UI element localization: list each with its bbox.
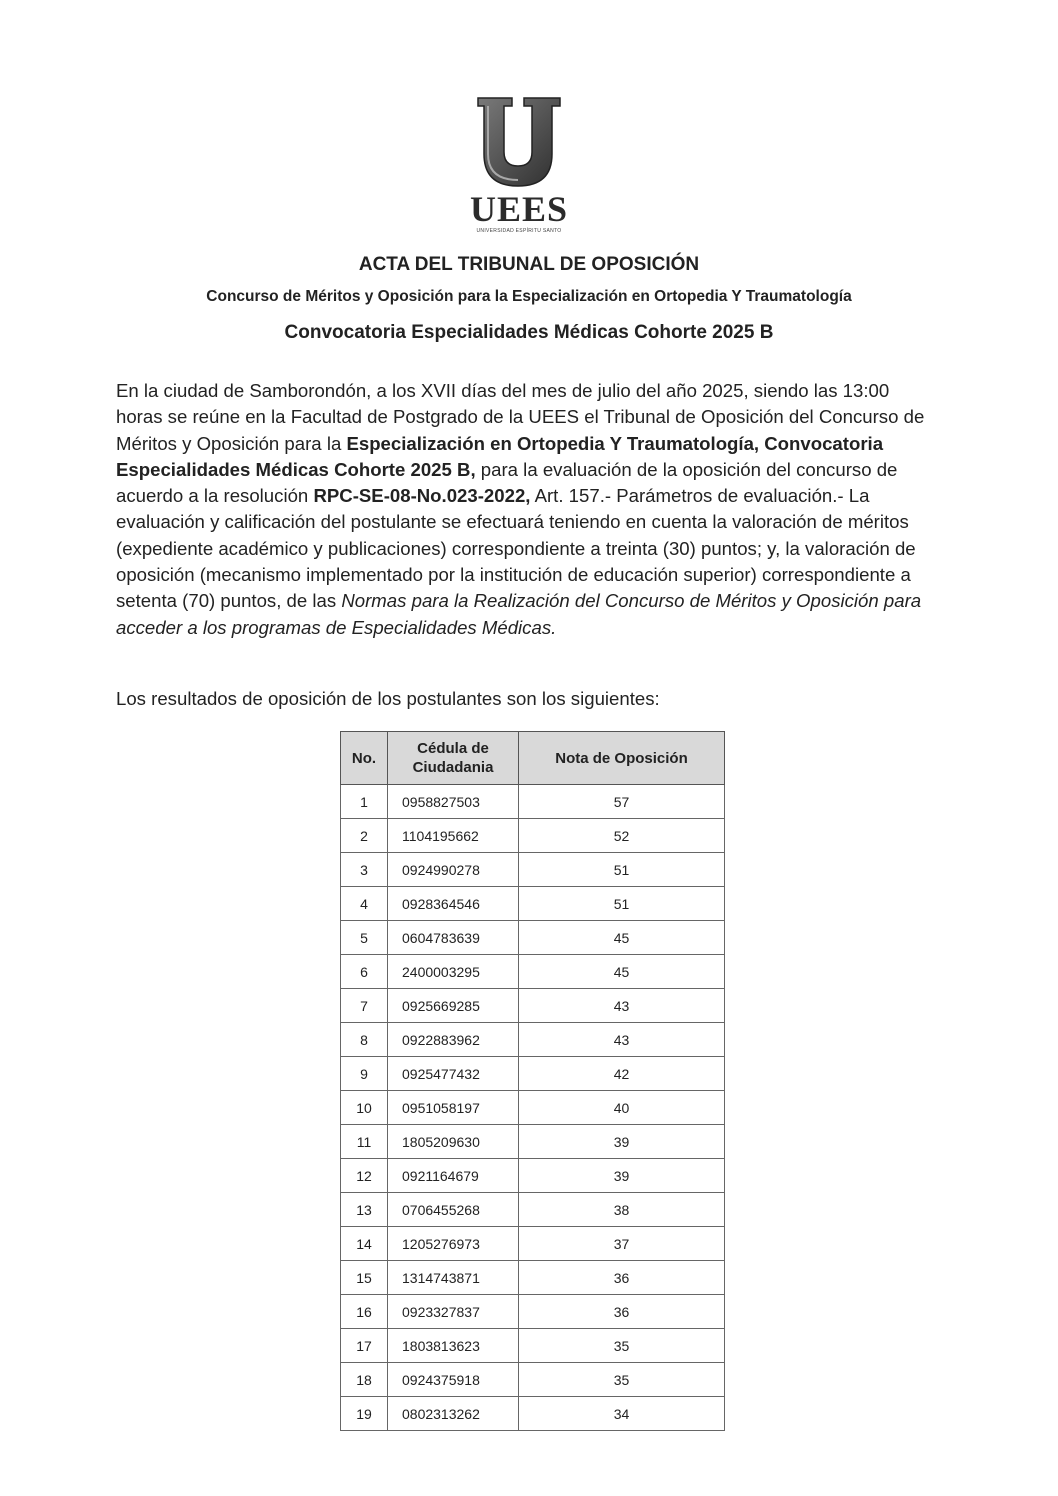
cell-no: 13 <box>341 1193 388 1227</box>
paragraph-text-3: Art. 157.- Parámetros de evaluación.- La evaluación y calificación del postulante se efectuará teniendo en cuenta la valoración de méritos (expediente académico y publicaciones) correspondiente a treinta (30) puntos; y, la valoración de oposición (mecanismo implementado por la institución de educación superior) correspondiente a setenta (70) puntos, de las <box>116 485 916 612</box>
table-row <box>341 1295 725 1329</box>
table-row <box>341 921 725 955</box>
cell-no: 3 <box>341 853 388 887</box>
cell-no: 9 <box>341 1057 388 1091</box>
cell-nota: 45 <box>519 921 725 955</box>
cell-nota: 52 <box>519 819 725 853</box>
table-row <box>341 1057 725 1091</box>
table-row <box>341 1261 725 1295</box>
cell-nota: 39 <box>519 1159 725 1193</box>
cell-no: 1 <box>341 785 388 819</box>
results-table <box>340 731 725 1431</box>
cell-cedula: 0923327837 <box>388 1295 519 1329</box>
cell-no: 12 <box>341 1159 388 1193</box>
uees-logo-emblem-icon <box>456 92 582 192</box>
cell-cedula: 0928364546 <box>388 887 519 921</box>
cell-nota: 42 <box>519 1057 725 1091</box>
paragraph-italic-norms: Normas para la Realización del Concurso de Méritos y Oposición para acceder a los programas de Especialidades Médicas. <box>116 590 922 638</box>
cell-no: 18 <box>341 1363 388 1397</box>
cell-cedula: 1205276973 <box>388 1227 519 1261</box>
cell-nota: 43 <box>519 1023 725 1057</box>
table-row <box>341 1329 725 1363</box>
table-row <box>341 1091 725 1125</box>
table-row <box>341 1363 725 1397</box>
cell-no: 2 <box>341 819 388 853</box>
cell-cedula: 0604783639 <box>388 921 519 955</box>
header-cedula-line1: Cédula de <box>417 740 489 757</box>
cell-no: 19 <box>341 1397 388 1431</box>
table-row <box>341 1159 725 1193</box>
table-row <box>341 989 725 1023</box>
cell-nota: 39 <box>519 1125 725 1159</box>
cell-nota: 38 <box>519 1193 725 1227</box>
act-paragraph <box>116 378 931 641</box>
cell-no: 14 <box>341 1227 388 1261</box>
cell-cedula: 0925669285 <box>388 989 519 1023</box>
cell-cedula: 1314743871 <box>388 1261 519 1295</box>
logo-wordmark: UEES <box>469 189 569 229</box>
cell-nota: 51 <box>519 887 725 921</box>
cell-no: 4 <box>341 887 388 921</box>
cell-cedula: 1805209630 <box>388 1125 519 1159</box>
paragraph-text-2: para la evaluación de la oposición del concurso de acuerdo a la resolución <box>116 458 898 507</box>
cell-cedula: 0706455268 <box>388 1193 519 1227</box>
cell-cedula: 0922883962 <box>388 1023 519 1057</box>
header-cedula <box>388 732 519 785</box>
table-header-row <box>341 732 725 785</box>
cell-cedula: 0924375918 <box>388 1363 519 1397</box>
table-row <box>341 887 725 921</box>
cell-nota: 35 <box>519 1363 725 1397</box>
cell-no: 7 <box>341 989 388 1023</box>
cell-nota: 45 <box>519 955 725 989</box>
document-title: ACTA DEL TRIBUNAL DE OPOSICIÓN <box>358 254 700 275</box>
cell-no: 17 <box>341 1329 388 1363</box>
uees-logo <box>456 92 582 242</box>
cell-no: 6 <box>341 955 388 989</box>
header-cedula-line2: Ciudadania <box>412 759 494 776</box>
cell-cedula: 1803813623 <box>388 1329 519 1363</box>
table-row <box>341 1125 725 1159</box>
cell-cedula: 1104195662 <box>388 819 519 853</box>
cell-cedula: 0951058197 <box>388 1091 519 1125</box>
paragraph-text-1: En la ciudad de Samborondón, a los XVII días del mes de julio del año 2025, siendo las 13:00 horas se reúne en la Facultad de Postgrado de la UEES el Tribunal de Oposición del Concurso de Méritos y Oposición para la <box>116 380 925 454</box>
logo-subtitle: UNIVERSIDAD ESPÍRITU SANTO <box>476 228 562 234</box>
paragraph-bold-program: Especialización en Ortopedia Y Traumatología, Convocatoria Especialidades Médicas Cohorte 2025 B, <box>116 432 884 480</box>
document-subtitle: Concurso de Méritos y Oposición para la Especialización en Ortopedia Y Traumatología <box>206 288 852 305</box>
cell-cedula: 0921164679 <box>388 1159 519 1193</box>
cell-cedula: 0925477432 <box>388 1057 519 1091</box>
table-row <box>341 1397 725 1431</box>
cell-no: 15 <box>341 1261 388 1295</box>
table-row <box>341 1193 725 1227</box>
cell-no: 10 <box>341 1091 388 1125</box>
table-row <box>341 1023 725 1057</box>
cell-no: 16 <box>341 1295 388 1329</box>
table-row <box>341 955 725 989</box>
cell-cedula: 0924990278 <box>388 853 519 887</box>
results-intro: Los resultados de oposición de los postulantes son los siguientes: <box>116 688 660 709</box>
cell-cedula: 0958827503 <box>388 785 519 819</box>
cell-cedula: 0802313262 <box>388 1397 519 1431</box>
table-row <box>341 785 725 819</box>
table-row <box>341 853 725 887</box>
cell-nota: 36 <box>519 1261 725 1295</box>
cell-no: 8 <box>341 1023 388 1057</box>
cell-nota: 51 <box>519 853 725 887</box>
paragraph-bold-resolution: RPC-SE-08-No.023-2022, <box>313 485 531 507</box>
cell-nota: 36 <box>519 1295 725 1329</box>
cell-nota: 37 <box>519 1227 725 1261</box>
cell-cedula: 2400003295 <box>388 955 519 989</box>
cell-nota: 40 <box>519 1091 725 1125</box>
cell-no: 5 <box>341 921 388 955</box>
table-row <box>341 1227 725 1261</box>
header-nota: Nota de Oposición <box>519 732 725 785</box>
cohort-heading: Convocatoria Especialidades Médicas Cohorte 2025 B <box>284 322 774 343</box>
header-no: No. <box>341 732 388 785</box>
cell-nota: 57 <box>519 785 725 819</box>
cell-nota: 35 <box>519 1329 725 1363</box>
table-row <box>341 819 725 853</box>
cell-nota: 34 <box>519 1397 725 1431</box>
cell-no: 11 <box>341 1125 388 1159</box>
cell-nota: 43 <box>519 989 725 1023</box>
